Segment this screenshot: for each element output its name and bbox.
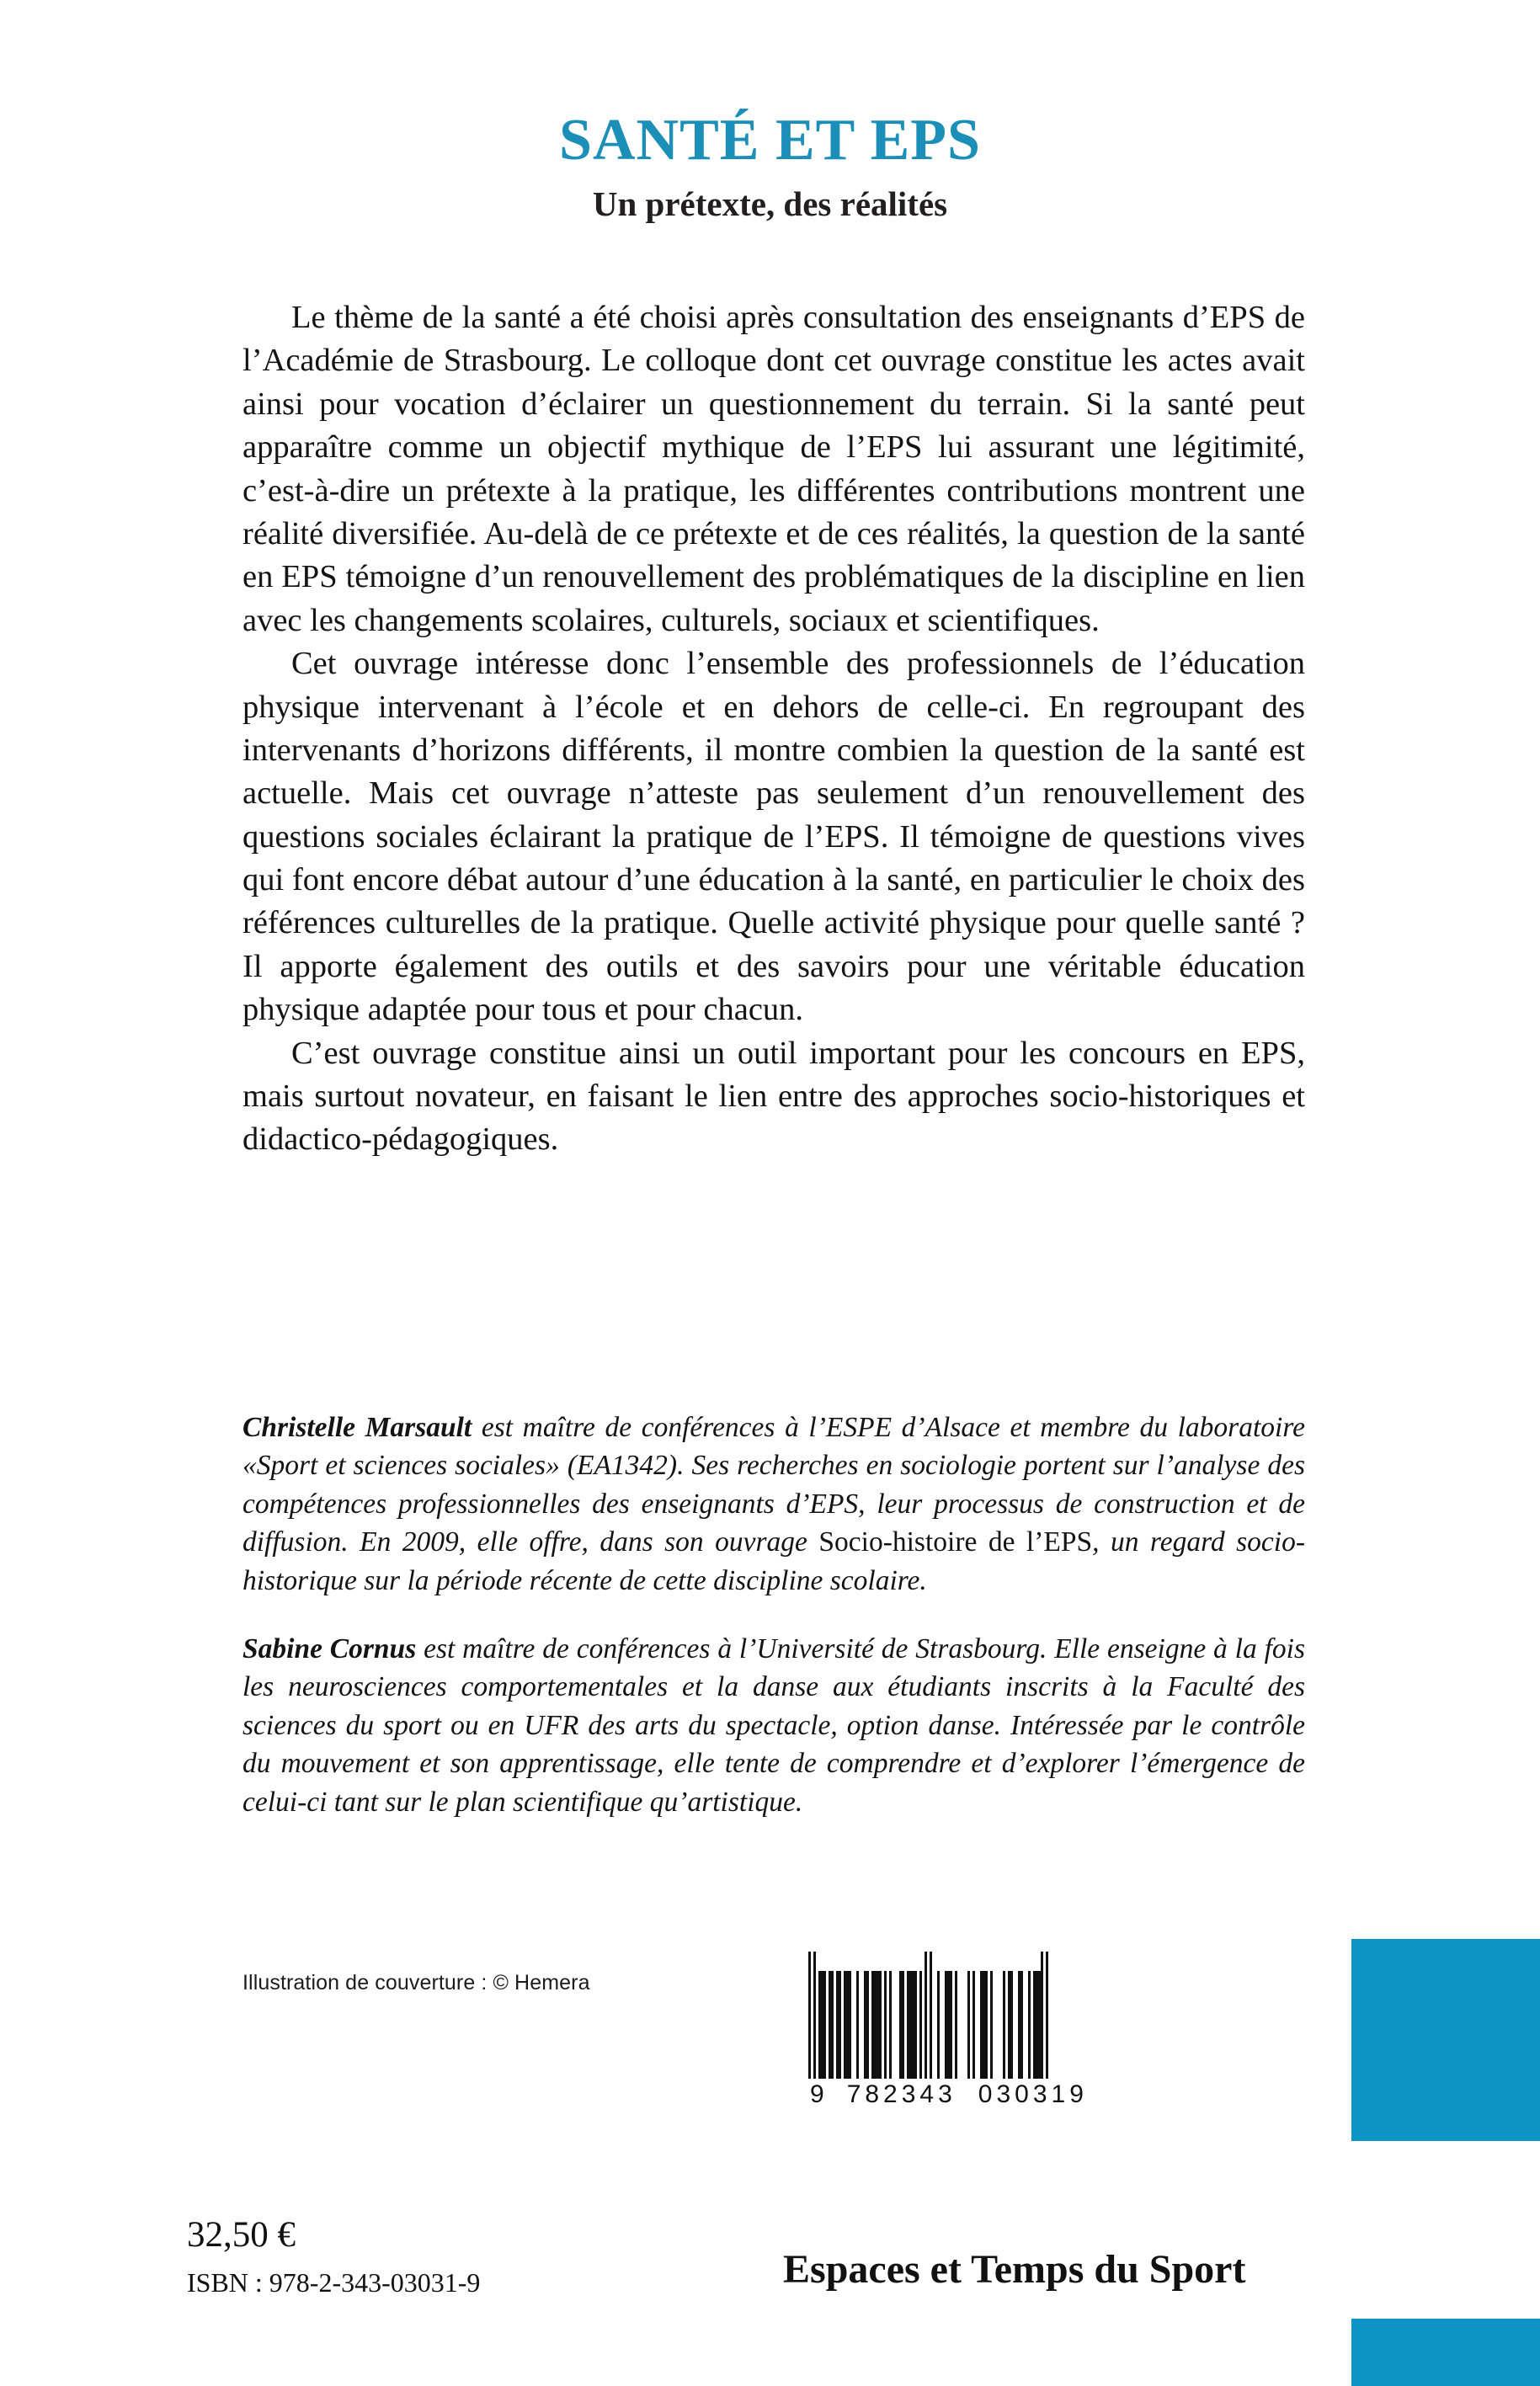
title-block — [0, 109, 1540, 224]
author-name-cornus: Sabine Cornus — [242, 1632, 417, 1664]
barcode-digits — [808, 2080, 1162, 2109]
barcode-lead-digit: 9 — [810, 2080, 829, 2108]
blurb-paragraph-1: Le thème de la santé a été choisi après consultation des enseignants d’EPS de l’Académie de Strasbourg. Le colloque dont cet ouvrage constitue les actes avait ainsi pour vocation d’éclairer un questionnement du terrain. Si la santé peut apparaître comme un objectif mythique de l’EPS lui assurant une légitimité, c’est-à-dire un prétexte à la pratique, les différentes contributions montrent une réalité diversifiée. Au-delà de ce prétexte et de ces réalités, la question de la santé en EPS témoigne d’un renouvellement des problématiques de la discipline en lien avec les changements scolaires, culturels, sociaux et scientifiques. — [242, 300, 1305, 638]
barcode-group-2: 030319 — [978, 2080, 1088, 2108]
isbn: ISBN : 978-2-343-03031-9 — [187, 2267, 481, 2298]
barcode — [808, 1971, 1162, 2109]
series-name: Espaces et Temps du Sport — [783, 2247, 1246, 2292]
author-bio-text-1a: est maître de conférences à l’ESPE d’Alsace et membre du laboratoire «Sport et sciences sociales» (EA1342). Ses recherches en sociologie portent sur l’analyse des compétences professionnelles des enseignants d’EPS, leur processus de construction et de diffusion. En 2009, elle offre, dans son ouvrage — [242, 1412, 1305, 1558]
price: 32,50 € — [187, 2215, 296, 2255]
author-bio-marsault — [242, 1409, 1305, 1600]
referenced-work-title: Socio-histoire de l’EPS — [818, 1526, 1093, 1558]
author-bio-cornus — [242, 1630, 1305, 1821]
accent-block-top — [1351, 1939, 1540, 2141]
author-name-marsault: Christelle Marsault — [242, 1412, 472, 1443]
illustration-credit: Illustration de couverture : © Hemera — [242, 1971, 590, 1995]
barcode-bars — [808, 1971, 1145, 2079]
accent-block-bottom — [1351, 2319, 1540, 2386]
author-bio-text-1b: , un regard socio-historique sur la période récente de cette discipline scolaire. — [242, 1526, 1305, 1596]
author-bios — [242, 1409, 1305, 1821]
page-subtitle: Un prétexte, des réalités — [592, 184, 948, 223]
blurb-text — [242, 296, 1305, 1162]
blurb-paragraph-2: Cet ouvrage intéresse donc l’ensemble des professionnels de l’éducation physique intervenant à l’école et en dehors de celle-ci. En regroupant des intervenants d’horizons différents, il montre combien la question de la santé est actuelle. Mais cet ouvrage n’atteste pas seulement d’un renouvellement des questions sociales éclairant la pratique de l’EPS. Il témoigne de questions vives qui font encore débat autour d’une éducation à la santé, en particulier le choix des références culturelles de la pratique. Quelle activité physique pour quelle santé ? Il apporte également des outils et des savoirs pour une véritable éducation physique adaptée pour tous et pour chacun. — [242, 646, 1305, 1028]
author-bio-text-2a: est maître de conférences à l’Université de Strasbourg. Elle enseigne à la fois les neurosciences comportementales et la danse aux étudiants inscrits à la Faculté des sciences du sport ou en UFR des arts du spectacle, option danse. Intéressée par le contrôle du mouvement et son apprentissage, elle tente de comprendre et d’explorer l’émergence de celui-ci tant sur le plan scientifique qu’artistique. — [242, 1632, 1305, 1818]
barcode-group-1: 782343 — [846, 2080, 957, 2108]
page-title: SANTÉ ET EPS — [559, 108, 981, 173]
blurb-paragraph-3: C’est ouvrage constitue ainsi un outil important pour les concours en EPS, mais surtout novateur, en faisant le lien entre des approches socio-historiques et didactico-pédagogiques. — [242, 1035, 1305, 1158]
